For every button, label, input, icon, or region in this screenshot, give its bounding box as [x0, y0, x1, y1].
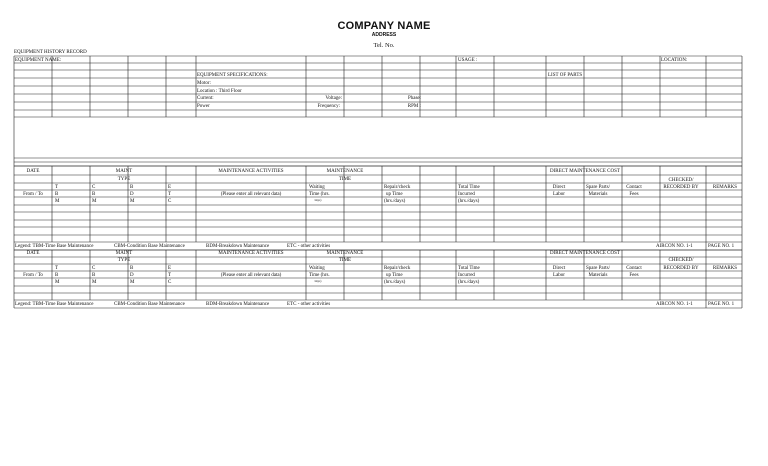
uptime-label: up Time — [386, 192, 403, 197]
total-time-label: Total Time — [458, 266, 480, 271]
maint-header: MAINT — [115, 251, 133, 256]
maintenance-time-header: MAINTENANCE — [326, 251, 364, 256]
current-label: Current: — [197, 96, 214, 101]
time-hrs-label: Time (hrs. — [309, 273, 330, 278]
checked-label: CHECKED/ — [668, 258, 694, 263]
list-of-parts-label: LIST OF PARTS — [548, 73, 583, 78]
type-code: T — [55, 266, 59, 271]
record-title: EQUIPMENT HISTORY RECORD — [14, 50, 87, 55]
phase-label: Phase: — [407, 96, 421, 101]
type-code: B — [92, 273, 96, 278]
activities-note: (Please enter all relevant data) — [220, 273, 282, 278]
materials-label: Materials — [588, 273, 608, 278]
type-code: C — [168, 280, 172, 285]
type-code: T — [168, 192, 172, 197]
equipment-name-label: EQUIPMENT NAME: — [15, 58, 62, 63]
type-code: M — [130, 280, 135, 285]
type-code: T — [168, 273, 172, 278]
page-number: PAGE NO. 1 — [708, 244, 735, 249]
type-code: B — [55, 273, 59, 278]
days-label: /days) — [314, 279, 322, 283]
maintenance-table-2 — [15, 251, 737, 307]
type-header: TYPE — [117, 177, 131, 182]
direct-label: Direct — [552, 266, 566, 271]
type-code: M — [55, 280, 60, 285]
motor-label: Motor: — [197, 81, 211, 86]
activities-note: (Please enter all relevant data) — [220, 192, 282, 197]
type-code: B — [92, 192, 96, 197]
aircon-number: AIRCON NO. 1-1 — [656, 302, 693, 307]
contact-label: Contact — [626, 185, 642, 190]
legend-cbm: CBM-Condition Base Maintenance — [114, 244, 185, 249]
remarks-header: REMARKS — [712, 266, 738, 271]
fees-label: Fees — [629, 192, 639, 197]
type-code: M — [130, 199, 135, 204]
spare-parts-label: Spare Parts/ — [585, 266, 611, 271]
contact-label: Contact — [626, 266, 642, 271]
legend-bdm: BDM-Breakdown Maintenance — [206, 244, 270, 249]
company-address: ADDRESS — [371, 32, 397, 38]
rpm-label: RPM : — [407, 104, 421, 109]
waiting-label: Waiting — [309, 185, 325, 190]
type-code: B — [55, 192, 59, 197]
type-code: M — [92, 199, 97, 204]
total-time-label: Total Time — [458, 185, 480, 190]
type-code: C — [168, 199, 172, 204]
type-code: B — [130, 266, 134, 271]
repair-units-label: (hrs./days) — [384, 280, 406, 285]
waiting-label: Waiting — [309, 266, 325, 271]
legend-bdm: BDM-Breakdown Maintenance — [206, 302, 270, 307]
time-hrs-label: Time (hrs. — [309, 192, 330, 197]
labor-label: Labor — [553, 273, 565, 278]
spare-parts-label: Spare Parts/ — [585, 185, 611, 190]
activities-header: MAINTENANCE ACTIVITIES — [218, 169, 284, 174]
type-code: C — [92, 185, 96, 190]
checked-label: CHECKED/ — [668, 178, 694, 183]
maintenance-time-header: MAINTENANCE — [326, 169, 364, 174]
type-code: B — [130, 185, 134, 190]
from-to-label: From / To — [23, 273, 43, 278]
type-code: E — [168, 266, 172, 271]
date-header: DATE — [26, 169, 40, 174]
remarks-header: REMARKS — [712, 185, 738, 190]
type-code: M — [92, 280, 97, 285]
location-label: LOCATION: — [661, 58, 688, 63]
legend-tbm: Legend: TBM-Time Base Maintenance — [15, 302, 94, 307]
type-code: D — [130, 192, 134, 197]
frequency-label: Frequency: — [317, 104, 340, 109]
power-label: Power — [197, 104, 210, 109]
type-code: C — [92, 266, 96, 271]
fees-label: Fees — [629, 273, 639, 278]
maintenance-time-header-2: TIME — [338, 177, 352, 182]
maintenance-table-1 — [15, 169, 737, 249]
incurred-label: Incurred — [458, 192, 475, 197]
location-floor-label: Location : Third Floor — [197, 89, 242, 94]
legend-tbm: Legend: TBM-Time Base Maintenance — [15, 244, 94, 249]
direct-cost-header: DIRECT MAINTENANCE COST — [550, 169, 620, 174]
direct-cost-header: DIRECT MAINTENANCE COST — [550, 251, 620, 256]
repair-label: Repair/check — [384, 266, 411, 271]
legend-etc: ETC - other activities — [287, 302, 331, 307]
total-units-label: (hrs./days) — [458, 199, 480, 204]
recorded-by-label: RECORDED BY — [663, 266, 699, 271]
type-code: T — [55, 185, 59, 190]
repair-units-label: (hrs./days) — [384, 199, 406, 204]
type-code: M — [55, 199, 60, 204]
direct-label: Direct — [552, 185, 566, 190]
legend-cbm: CBM-Condition Base Maintenance — [114, 302, 185, 307]
days-label: /days) — [314, 198, 322, 202]
incurred-label: Incurred — [458, 273, 475, 278]
activities-header: MAINTENANCE ACTIVITIES — [218, 251, 284, 256]
legend-etc: ETC - other activities — [287, 244, 331, 249]
labor-label: Labor — [553, 192, 565, 197]
type-code: D — [130, 273, 134, 278]
total-units-label: (hrs./days) — [458, 280, 480, 285]
usage-label: USAGE : — [458, 58, 478, 63]
specifications-label: EQUIPMENT SPECIFICATIONS: — [197, 73, 268, 78]
type-header: TYPE — [117, 258, 131, 263]
materials-label: Materials — [588, 192, 608, 197]
uptime-label: up Time — [386, 273, 403, 278]
voltage-label: Voltage: — [325, 96, 342, 101]
aircon-number: AIRCON NO. 1-1 — [656, 244, 693, 249]
from-to-label: From / To — [23, 192, 43, 197]
maint-header: MAINT — [115, 169, 133, 174]
company-name: COMPANY NAME — [337, 20, 431, 32]
recorded-by-label: RECORDED BY — [663, 185, 699, 190]
telephone-number: Tel. No. — [373, 42, 395, 49]
maintenance-time-header-2: TIME — [338, 258, 352, 263]
repair-label: Repair/check — [384, 185, 411, 190]
type-code: E — [168, 185, 172, 190]
page-number: PAGE NO. 1 — [708, 302, 735, 307]
date-header: DATE — [26, 251, 40, 256]
